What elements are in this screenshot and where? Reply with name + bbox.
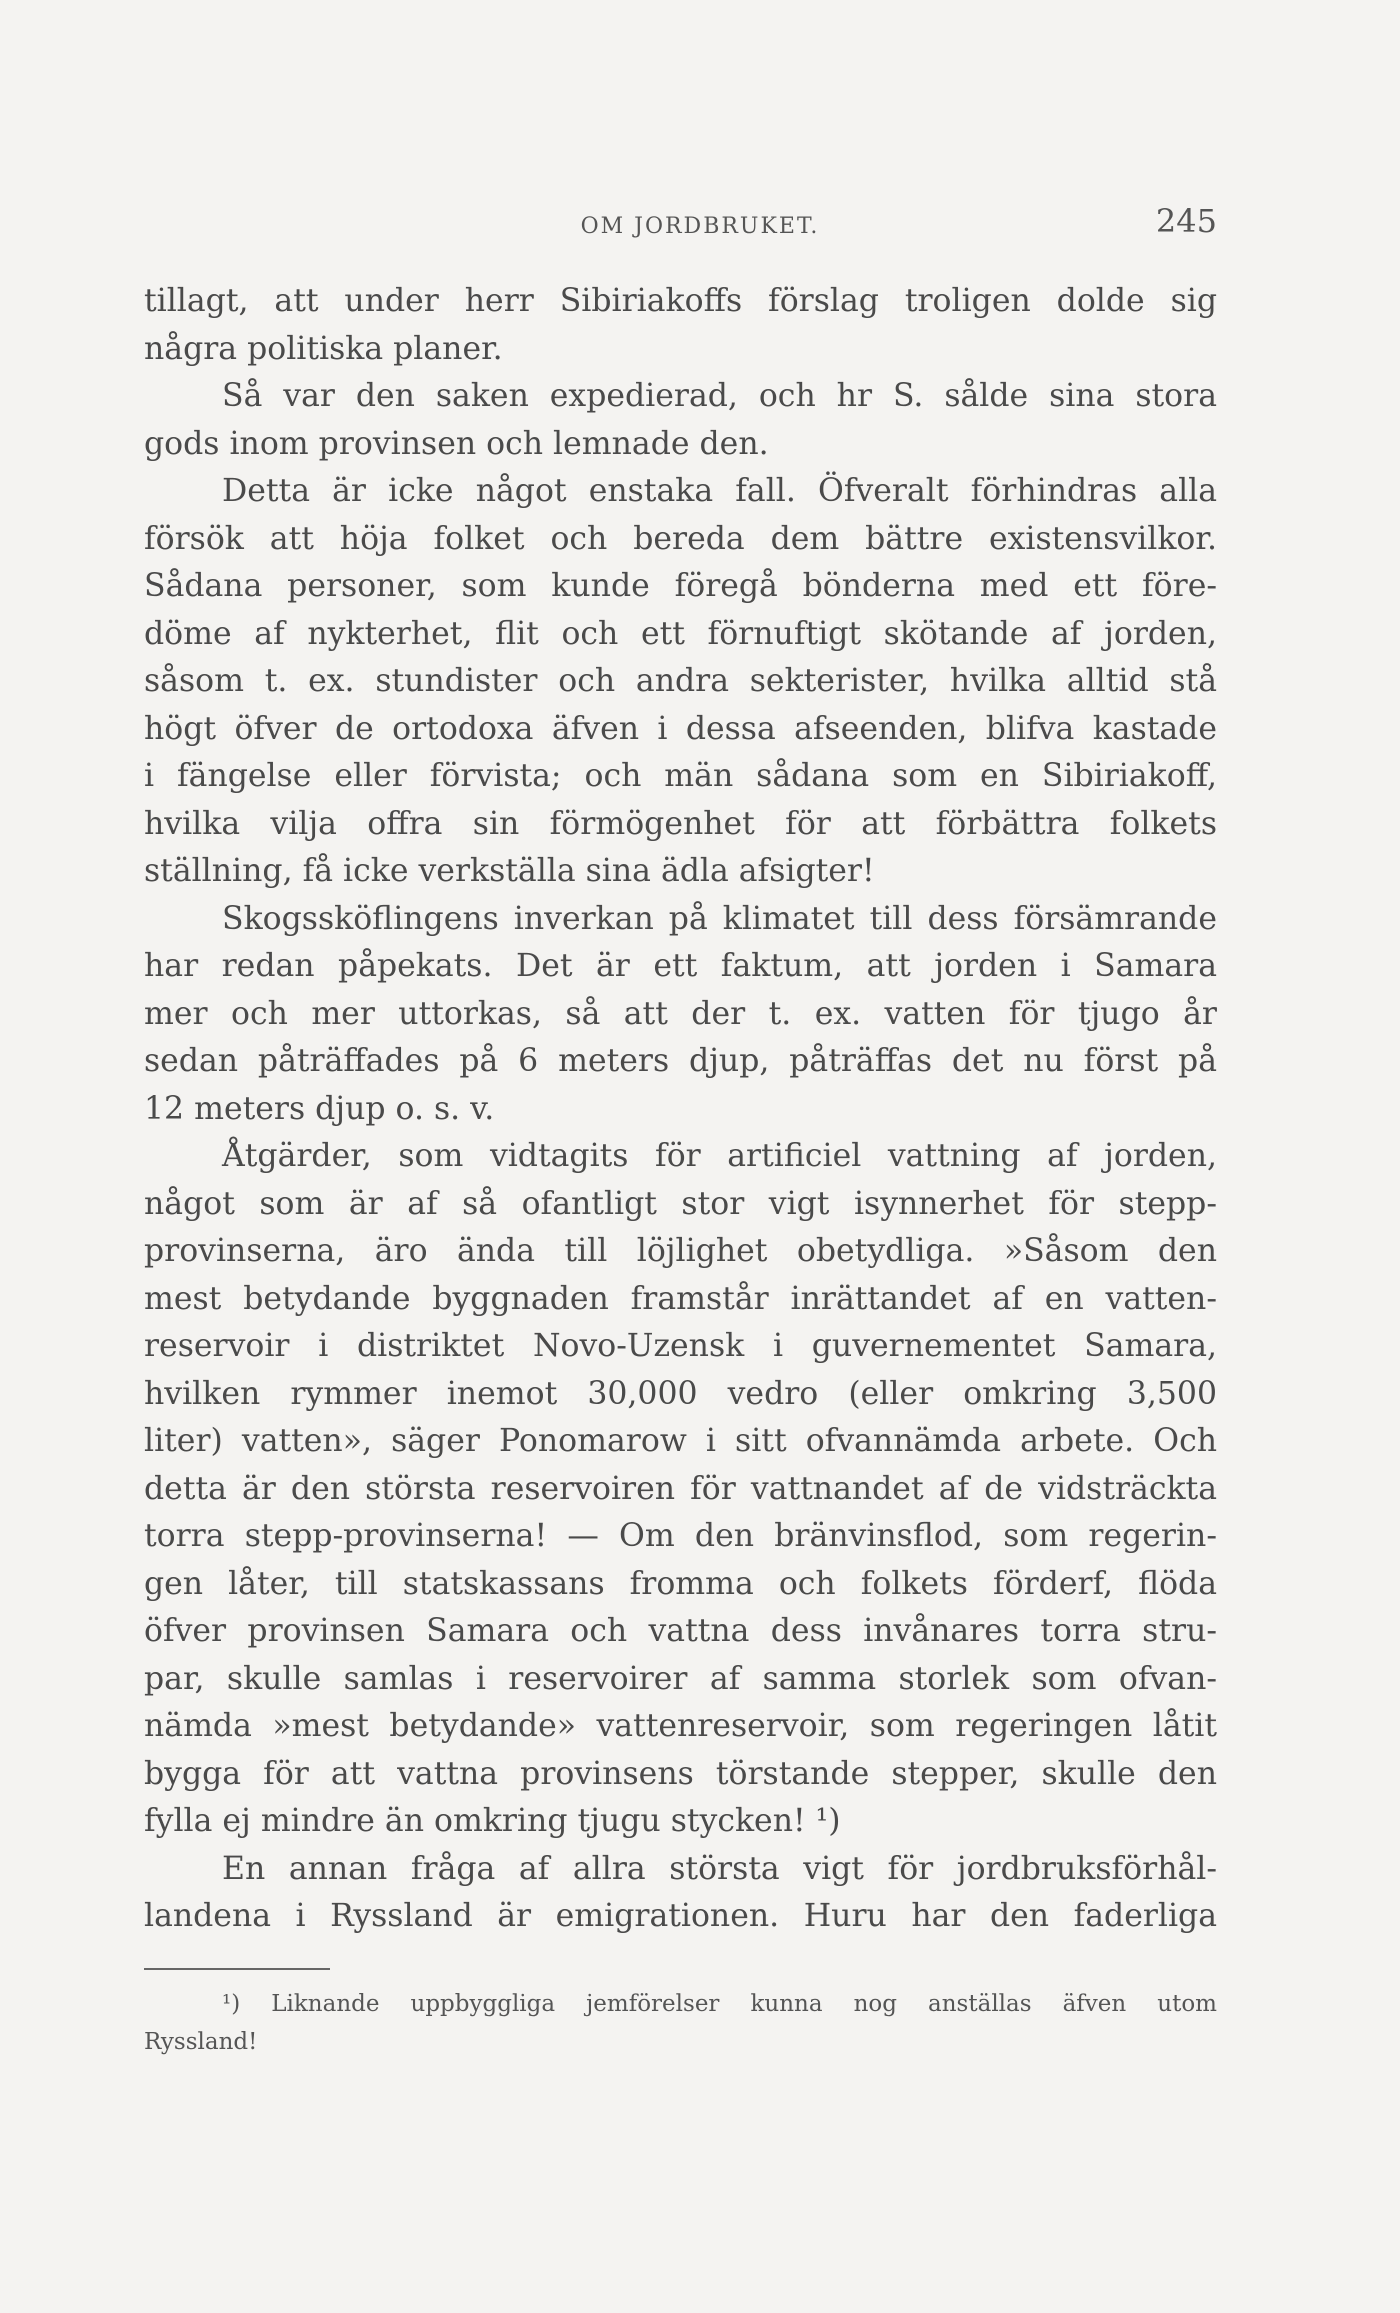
text-line: bygga för att vattna provinsens törstande stepper, skulle den [144,1755,1217,1792]
text-line: har redan påpekats. Det är ett faktum, att jorden i Samara [144,948,1217,984]
text-line: högt öfver de ortodoxa äfven i dessa afseenden, blifva kastade [144,710,1217,747]
text-line: gen låter, till statskassans fromma och folkets förderf, flöda [144,1565,1217,1602]
running-title: OM JORDBRUKET. [580,214,820,239]
text-line: reservoir i distriktet Novo-Uzensk i guvernementet Samara, [144,1328,1217,1364]
text-line: öfver provinsen Samara och vattna dess invånares torra stru- [144,1613,1217,1649]
text-line: hvilka vilja offra sin förmögenhet för att förbättra folkets [144,805,1217,842]
text-line: Så var den saken expedierad, och hr S. sålde sina stora [222,378,1217,414]
footnote-line: ¹) Liknande uppbyggliga jemförelser kunna nog anställas äfven utom [222,1991,1217,2017]
text-line: något som är af så ofantligt stor vigt isynnerhet för stepp- [144,1185,1217,1222]
text-line: detta är den största reservoiren för vattnandet af de vidsträckta [144,1470,1217,1507]
text-line: fylla ej mindre än omkring tjugu stycken! ¹) [144,1803,841,1839]
text-line: mer och mer uttorkas, så att der t. ex. vatten för tjugo år [144,995,1217,1032]
text-line: Åtgärder, som vidtagits för artificiel vattning af jorden, [222,1138,1217,1174]
footnote [144,1985,1217,2061]
text-line: sedan påträffades på 6 meters djup, påträffas det nu först på [144,1043,1217,1079]
text-line: mest betydande byggnaden framstår inrättandet af en vatten- [144,1280,1217,1317]
text-line: En annan fråga af allra största vigt för jordbruksförhål- [222,1850,1217,1887]
text-line: par, skulle samlas i reservoirer af samma storlek som ofvan- [144,1660,1217,1697]
text-line: tillagt, att under herr Sibiriakoffs förslag troligen dolde sig [144,283,1217,319]
text-line: Sådana personer, som kunde föregå bönderna med ett före- [144,568,1217,604]
text-line: nämda »mest betydande» vattenreservoir, som regeringen låtit [144,1708,1217,1744]
page-number: 245 [1155,202,1217,240]
text-line: gods inom provinsen och lemnade den. [144,425,769,462]
text-line: några politiska planer. [144,330,503,367]
footnote-line: Ryssland! [144,2029,258,2055]
text-line: Detta är icke något enstaka fall. Öfveralt förhindras alla [222,473,1217,509]
text-line: försök att höja folket och bereda dem bättre existensvilkor. [144,520,1217,557]
text-line: döme af nykterhet, flit och ett förnuftigt skötande af jorden, [144,615,1217,652]
text-line: ställning, få icke verkställa sina ädla afsigter! [144,853,875,889]
text-line: provinserna, äro ända till löjlighet obetydliga. »Såsom den [144,1233,1217,1269]
text-line: såsom t. ex. stundister och andra sekterister, hvilka alltid stå [144,663,1217,699]
text-line: i fängelse eller förvista; och män sådana som en Sibiriakoff, [144,758,1217,794]
text-line: landena i Ryssland är emigrationen. Huru har den faderliga [144,1898,1217,1934]
text-line: Skogssköflingens inverkan på klimatet till dess försämrande [222,900,1217,937]
body-text [144,278,1217,1941]
text-line: hvilken rymmer inemot 30,000 vedro (eller omkring 3,500 [144,1375,1217,1412]
footnote-divider [144,1968,330,1970]
text-line: 12 meters djup o. s. v. [144,1090,495,1127]
text-line: torra stepp-provinserna! — Om den bränvinsflod, som regerin- [144,1518,1217,1554]
text-line: liter) vatten», säger Ponomarow i sitt ofvannämda arbete. Och [144,1423,1217,1459]
